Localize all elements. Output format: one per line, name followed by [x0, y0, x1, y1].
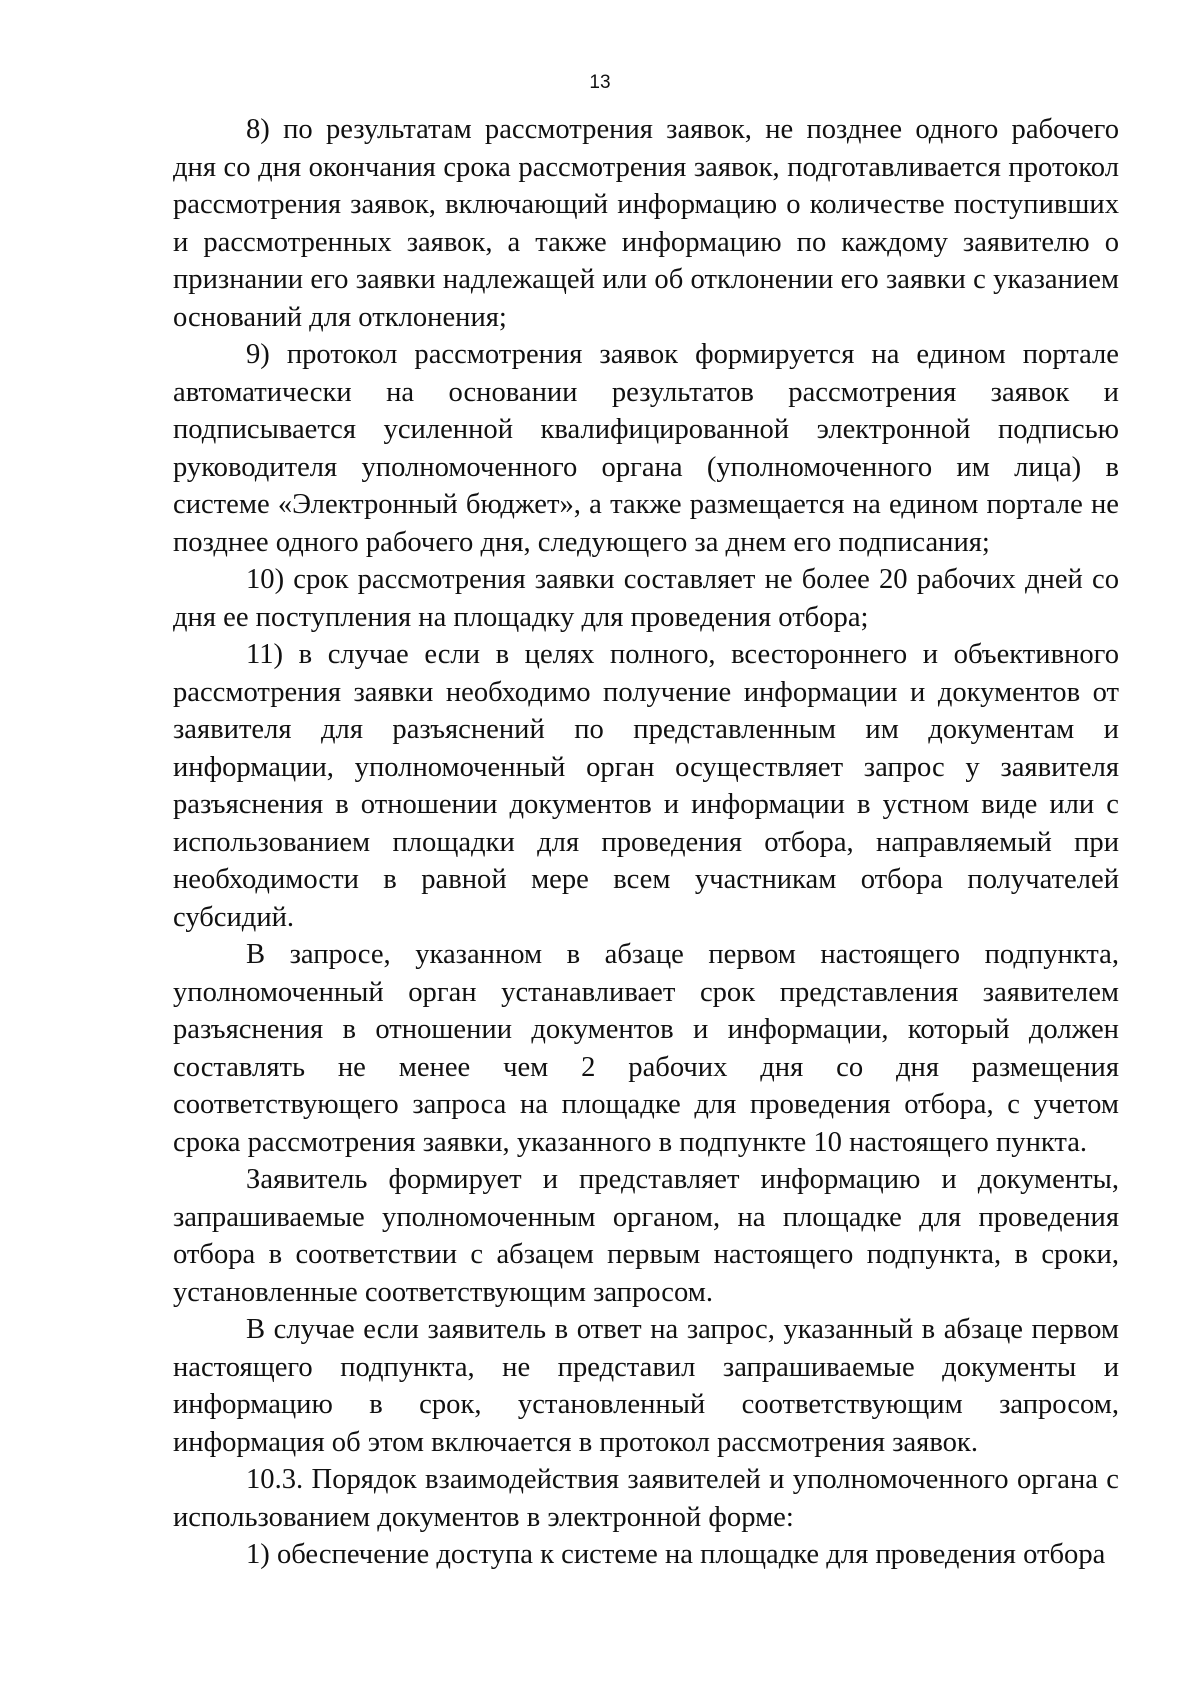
paragraph-item-8: 8) по результатам рассмотрения заявок, не позднее одного рабочего дня со дня окончания срока рассмотрения заявок, подготавливается протокол рассмотрения заявок, включающий информацию о количестве поступивших и рассмотренных заявок, а также информацию по каждому заявителю о признании его заявки надлежащей или об отклонении его заявки с указанием оснований для отклонения;: [173, 114, 1119, 333]
paragraph-item-11: 11) в случае если в целях полного, всестороннего и объективного рассмотрения заявки необходимо получение информации и документов от заявителя для разъяснений по представленным им документам и информации, уполномоченный орган осуществляет запрос у заявителя разъяснения в отношении документов и информации в устном виде или с использованием площадки для проведения отбора, направляемый при необходимости в равной мере всем участникам отбора получателей субсидий.: [173, 639, 1119, 933]
paragraph-request-deadline: В запросе, указанном в абзаце первом настоящего подпункта, уполномоченный орган устанавливает срок представления заявителем разъяснения в отношении документов и информации, который должен составлять не менее чем 2 рабочих дня со дня размещения соответствующего запроса на площадке для проведения отбора, с учетом срока рассмотрения заявки, указанного в подпункте 10 настоящего пункта.: [173, 939, 1119, 1158]
paragraph-no-response: В случае если заявитель в ответ на запрос, указанный в абзаце первом настоящего подпункта, не представил запрашиваемые документы и информацию в срок, установленный соответствующим запросом, информация об этом включается в протокол рассмотрения заявок.: [173, 1314, 1119, 1458]
paragraph-applicant-response: Заявитель формирует и представляет информацию и документы, запрашиваемые уполномоченным органом, на площадке для проведения отбора в соответствии с абзацем первым настоящего подпункта, в сроки, установленные соответствующим запросом.: [173, 1164, 1119, 1308]
paragraph-item-10: 10) срок рассмотрения заявки составляет не более 20 рабочих дней со дня ее поступления на площадку для проведения отбора;: [173, 564, 1119, 633]
page-number: 13: [589, 72, 611, 93]
paragraph-section-10-3: 10.3. Порядок взаимодействия заявителей и уполномоченного органа с использованием документов в электронной форме:: [173, 1464, 1119, 1533]
paragraph-item-9: 9) протокол рассмотрения заявок формируется на едином портале автоматически на основании результатов рассмотрения заявок и подписывается усиленной квалифицированной электронной подписью руководителя уполномоченного органа (уполномоченного им лица) в системе «Электронный бюджет», а также размещается на едином портале не позднее одного рабочего дня, следующего за днем его подписания;: [173, 339, 1119, 558]
paragraph-section-10-3-item-1: 1) обеспечение доступа к системе на площадке для проведения отбора: [246, 1539, 1106, 1570]
document-body: [173, 111, 1119, 1574]
